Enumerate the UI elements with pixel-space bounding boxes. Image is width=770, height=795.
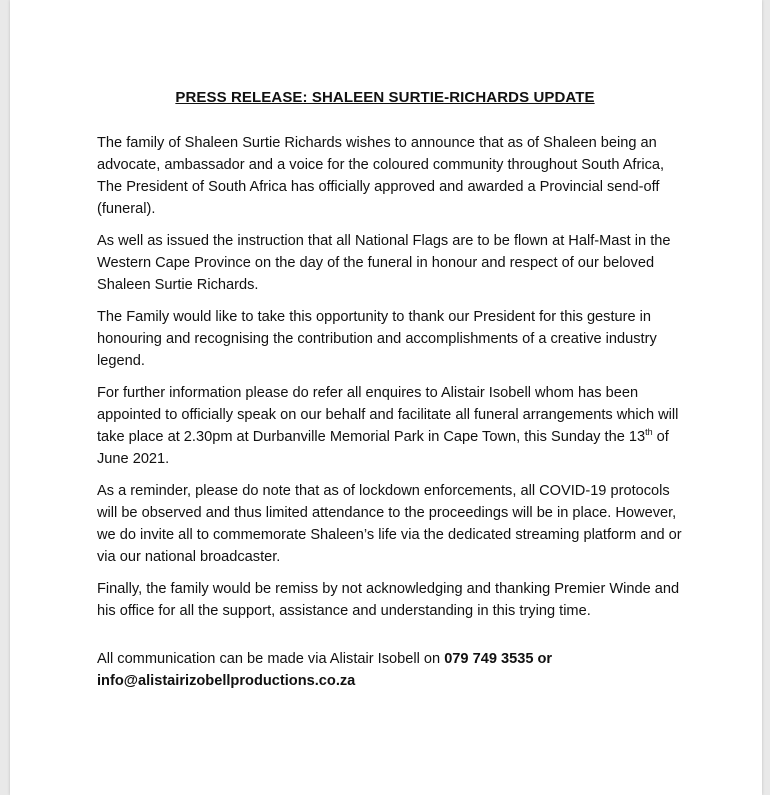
paragraph-contact (97, 648, 687, 692)
paragraph-announcement: The family of Shaleen Surtie Richards wishes to announce that as of Shaleen being an advocate, ambassador and a voice for the coloured community throughout South Africa, The President of South Africa has officially approved and awarded a Provincial send-off (funeral). (97, 135, 665, 217)
page-title: PRESS RELEASE: SHALEEN SURTIE-RICHARDS UPDATE (175, 89, 595, 106)
document-body (97, 132, 687, 702)
date-suffix: th (645, 427, 653, 438)
contact-email: info@alistairizobellproductions.co.za (97, 673, 356, 689)
contact-phone: 079 749 3535 or (444, 651, 553, 667)
funeral-details-date: of June 2021. (97, 429, 669, 467)
paragraph-thanks-president: The Family would like to take this opportunity to thank our President for this gesture in honouring and recognising the contribution and accomplishments of a creative industry legend. (97, 309, 657, 369)
contact-text: All communication can be made via Alistair Isobell on (97, 651, 445, 667)
paragraph-thanks-premier: Finally, the family would be remiss by not acknowledging and thanking Premier Winde and his office for all the support, assistance and understanding in this trying time. (97, 581, 680, 619)
paragraph-covid-reminder: As a reminder, please do note that as of lockdown enforcements, all COVID-19 protocols will be observed and thus limited attendance to the proceedings will be in place. However, we do invite all to commemorate Shaleen’s life via the dedicated streaming platform and or via our national broadcaster. (97, 483, 682, 565)
paragraph-funeral-details (97, 382, 687, 470)
paragraph-flags: As well as issued the instruction that all National Flags are to be flown at Half-Mast in the Western Cape Province on the day of the funeral in honour and respect of our beloved Shaleen Surtie Richards. (97, 233, 671, 293)
funeral-details-text: For further information please do refer all enquires to Alistair Isobell whom has been appointed to officially speak on our behalf and facilitate all funeral arrangements which will take place at 2.30pm at Durbanville Memorial Park in Cape Town, this Sunday the 13 (97, 385, 679, 445)
